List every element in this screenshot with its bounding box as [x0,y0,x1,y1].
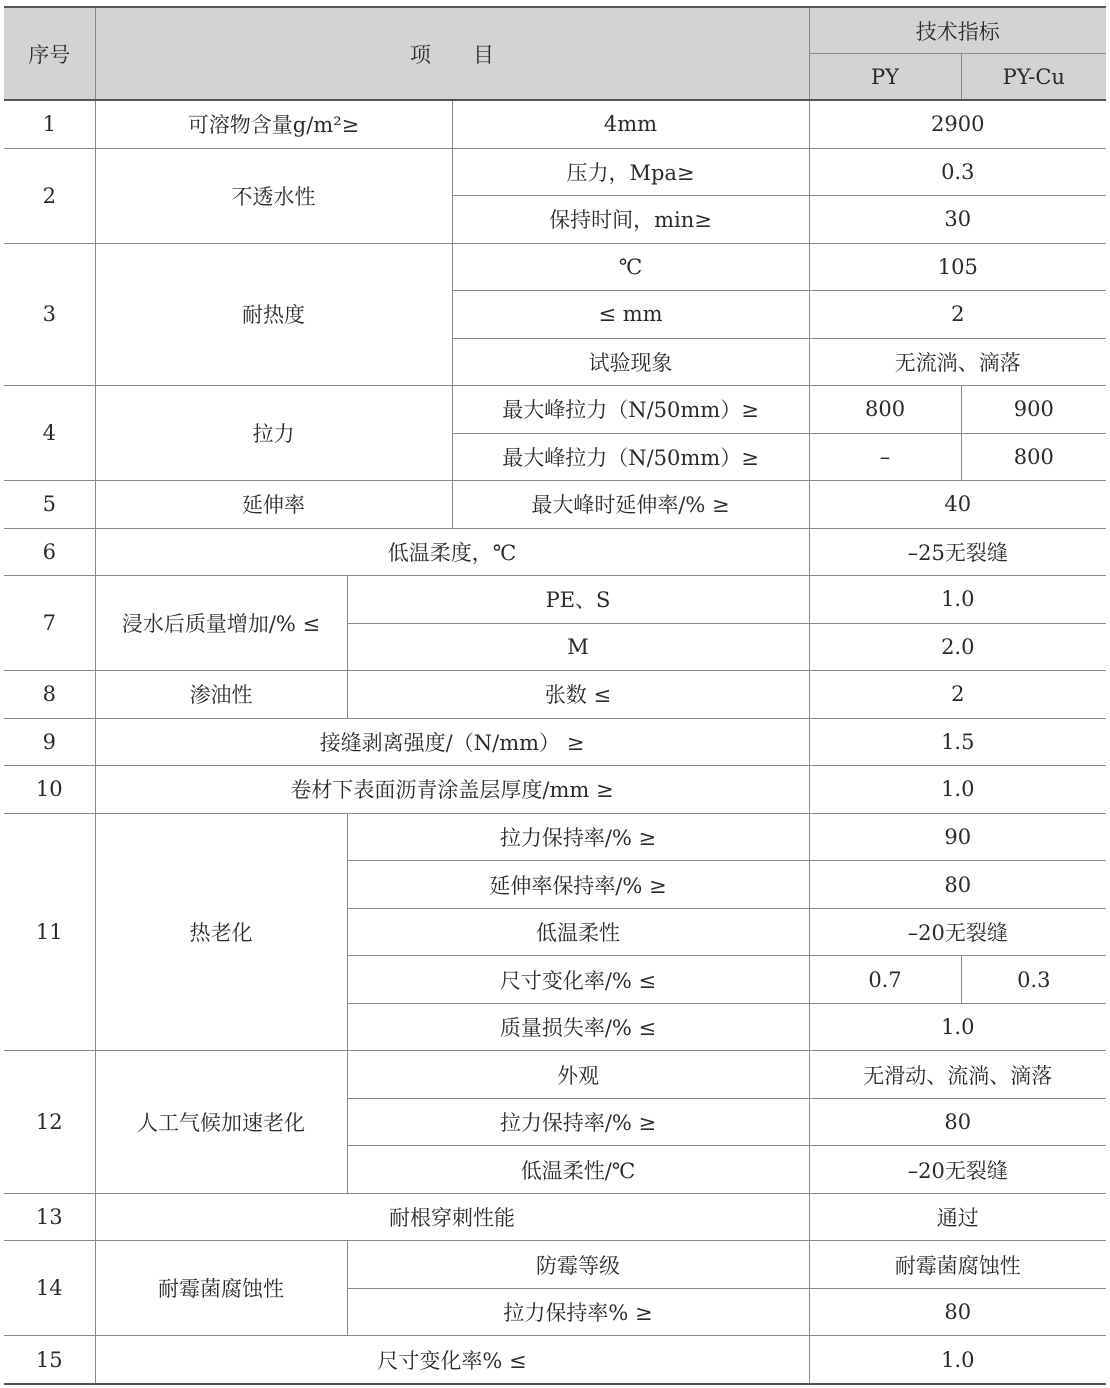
row-subitem: 拉力保持率/% ≥ [347,813,809,861]
row-no: 7 [4,576,95,671]
row-value: 2.0 [809,623,1106,671]
row-subitem: 低温柔性 [347,908,809,956]
row-no: 5 [4,481,95,529]
row-no: 13 [4,1193,95,1241]
header-no: 序号 [4,7,95,100]
row-value: 80 [809,861,1106,909]
row-no: 14 [4,1241,95,1336]
row-no: 11 [4,813,95,1051]
row-value-py: 0.7 [809,956,961,1004]
row-subitem: 尺寸变化率/% ≤ [347,956,809,1004]
row-subitem: 最大峰时延伸率/% ≥ [452,481,809,529]
row-no: 6 [4,528,95,576]
row-item: 热老化 [95,813,347,1051]
row-subitem: 拉力保持率% ≥ [347,1288,809,1336]
row-value: 0.3 [809,148,1106,196]
table-row [4,1051,1106,1099]
header-pycu: PY-Cu [961,54,1106,101]
table-row [4,100,1106,148]
row-subitem: 低温柔性/℃ [347,1146,809,1194]
table-row [4,576,1106,624]
table-row [4,671,1106,719]
header-row [4,7,1106,54]
row-subitem: 保持时间，min≥ [452,196,809,244]
row-no: 12 [4,1051,95,1194]
row-no: 8 [4,671,95,719]
row-subitem: ≤ mm [452,291,809,339]
table-row [4,1193,1106,1241]
table-row [4,766,1106,814]
row-item: 尺寸变化率% ≤ [95,1336,809,1384]
header-py: PY [809,54,961,101]
row-value: 40 [809,481,1106,529]
table-row [4,1241,1106,1289]
row-subitem: 防霉等级 [347,1241,809,1289]
table-row [4,243,1106,291]
row-item: 可溶物含量g/m²≥ [95,100,452,148]
row-value: 2 [809,291,1106,339]
row-subitem: M [347,623,809,671]
row-value: 30 [809,196,1106,244]
row-value-py: – [809,433,961,481]
table-row [4,481,1106,529]
table-row [4,148,1106,196]
row-value: 1.5 [809,718,1106,766]
row-value: 无滑动、流淌、滴落 [809,1051,1106,1099]
row-value: 90 [809,813,1106,861]
row-value-py: 800 [809,386,961,434]
row-item: 延伸率 [95,481,452,529]
row-value: –25无裂缝 [809,528,1106,576]
row-subitem: 试验现象 [452,338,809,386]
row-value: 无流淌、滴落 [809,338,1106,386]
row-item: 浸水后质量增加/% ≤ [95,576,347,671]
row-no: 10 [4,766,95,814]
row-subitem: 延伸率保持率/% ≥ [347,861,809,909]
table-row [4,1336,1106,1384]
row-value-pycu: 900 [961,386,1106,434]
row-item: 拉力 [95,386,452,481]
row-value: 1.0 [809,576,1106,624]
row-value: 105 [809,243,1106,291]
row-subitem: 张数 ≤ [347,671,809,719]
header-item: 项 目 [95,7,809,100]
row-item: 不透水性 [95,148,452,243]
table-row [4,813,1106,861]
row-subitem: 最大峰拉力（N/50mm）≥ [452,386,809,434]
row-item: 耐热度 [95,243,452,386]
row-value: 通过 [809,1193,1106,1241]
row-subitem: 最大峰拉力（N/50mm）≥ [452,433,809,481]
row-no: 1 [4,100,95,148]
row-value: 1.0 [809,1003,1106,1051]
row-item: 接缝剥离强度/（N/mm） ≥ [95,718,809,766]
row-subitem: PE、S [347,576,809,624]
row-value: 1.0 [809,766,1106,814]
row-value: 1.0 [809,1336,1106,1384]
row-value: 80 [809,1288,1106,1336]
row-subitem: 外观 [347,1051,809,1099]
row-no: 9 [4,718,95,766]
row-value: 80 [809,1098,1106,1146]
row-subitem: 质量损失率/% ≤ [347,1003,809,1051]
row-subitem: ℃ [452,243,809,291]
row-value: –20无裂缝 [809,908,1106,956]
row-item: 人工气候加速老化 [95,1051,347,1194]
row-subitem: 压力，Mpa≥ [452,148,809,196]
row-subitem: 拉力保持率/% ≥ [347,1098,809,1146]
row-item: 低温柔度，℃ [95,528,809,576]
spec-table-container [4,6,1106,1385]
row-item: 耐根穿刺性能 [95,1193,809,1241]
table-row [4,718,1106,766]
row-item: 渗油性 [95,671,347,719]
spec-table [4,6,1106,1385]
row-no: 3 [4,243,95,386]
row-value: 2 [809,671,1106,719]
table-row [4,386,1106,434]
row-no: 4 [4,386,95,481]
row-value: 2900 [809,100,1106,148]
row-value: –20无裂缝 [809,1146,1106,1194]
row-item: 耐霉菌腐蚀性 [95,1241,347,1336]
row-value-pycu: 800 [961,433,1106,481]
row-item: 卷材下表面沥青涂盖层厚度/mm ≥ [95,766,809,814]
row-no: 2 [4,148,95,243]
header-tech: 技术指标 [809,7,1106,54]
row-no: 15 [4,1336,95,1384]
table-row [4,528,1106,576]
row-subitem: 4mm [452,100,809,148]
row-value: 耐霉菌腐蚀性 [809,1241,1106,1289]
row-value-pycu: 0.3 [961,956,1106,1004]
